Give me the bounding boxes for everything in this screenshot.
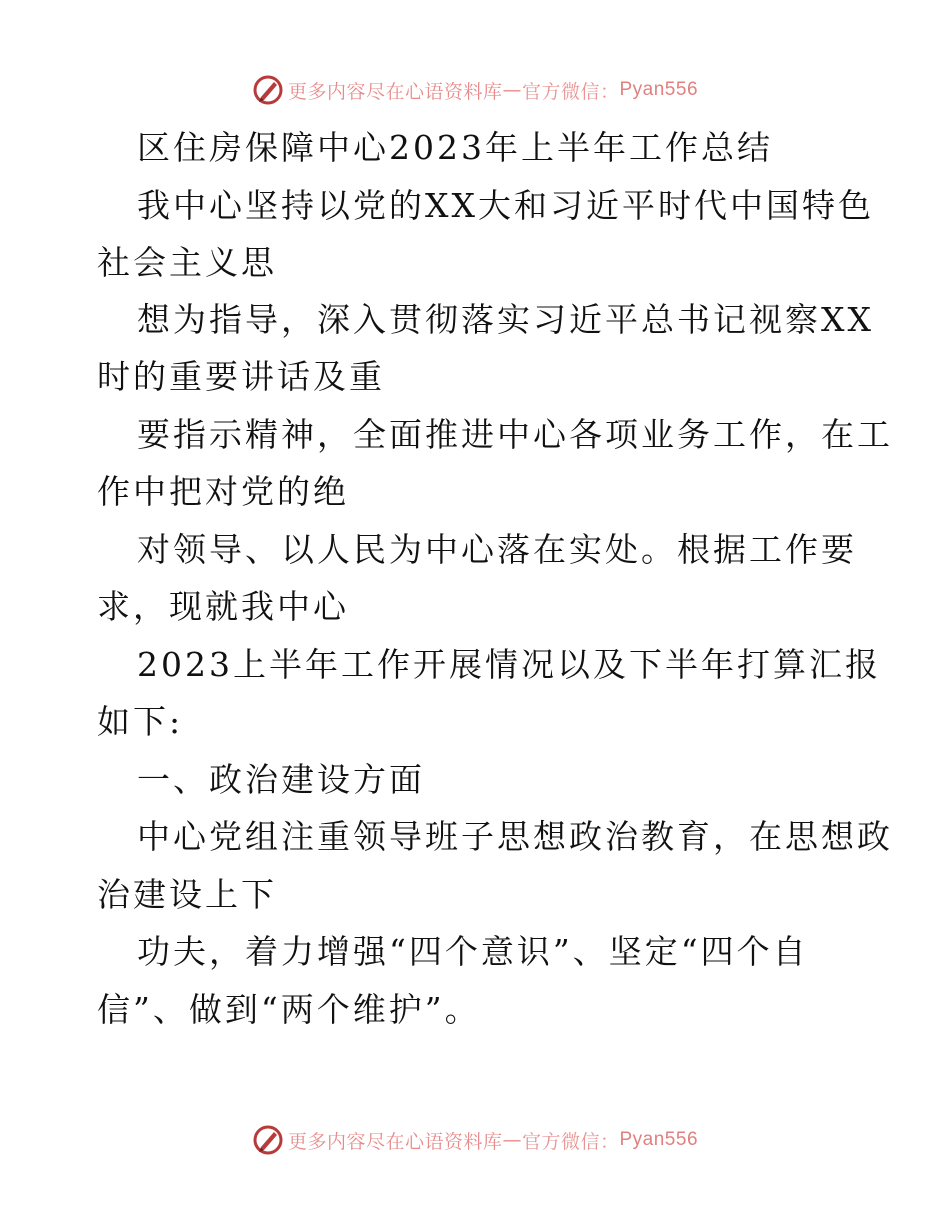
paragraph-line: 我中心坚持以党的XX大和习近平时代中国特色	[137, 186, 874, 225]
watermark-wechat-id: Pyan556	[619, 79, 699, 100]
paragraph-line: 时的重要讲话及重	[97, 357, 385, 396]
watermark-dash: —	[502, 79, 522, 101]
paragraph-line: 如下:	[97, 702, 184, 741]
watermark-text: 更多内容尽在心语资料库	[287, 1130, 503, 1153]
watermark-wechat-label: 官方微信：	[521, 80, 620, 103]
paragraph-line: 2023上半年工作开展情况以及下半年打算汇报	[137, 645, 881, 684]
pen-logo-icon	[252, 74, 284, 106]
paragraph-line: 想为指导，深入贯彻落实习近平总书记视察XX	[137, 300, 874, 339]
watermark-header	[0, 73, 950, 107]
watermark-wechat-label: 官方微信：	[521, 1130, 620, 1153]
paragraph-line: 对领导、以人民为中心落在实处。根据工作要	[137, 530, 857, 569]
paragraph-line: 中心党组注重领导班子思想政治教育，在思想政	[137, 817, 893, 856]
section-heading: 一、政治建设方面	[137, 760, 425, 799]
paragraph-line: 要指示精神，全面推进中心各项业务工作，在工	[137, 415, 893, 454]
paragraph-line: 治建设上下	[97, 875, 277, 914]
paragraph-line: 信”、做到“两个维护”。	[97, 990, 481, 1029]
pen-logo-icon	[252, 1124, 284, 1156]
paragraph-line: 作中把对党的绝	[97, 472, 349, 511]
watermark-footer	[0, 1123, 950, 1157]
paragraph-line: 功夫，着力增强“四个意识”、坚定“四个自	[137, 932, 809, 971]
watermark-text: 更多内容尽在心语资料库	[287, 80, 503, 103]
watermark-wechat-id: Pyan556	[619, 1129, 699, 1150]
watermark-dash: —	[502, 1129, 522, 1151]
document-title: 区住房保障中心2023年上半年工作总结	[137, 128, 773, 167]
paragraph-line: 社会主义思	[97, 243, 277, 282]
paragraph-line: 求，现就我中心	[97, 587, 349, 626]
